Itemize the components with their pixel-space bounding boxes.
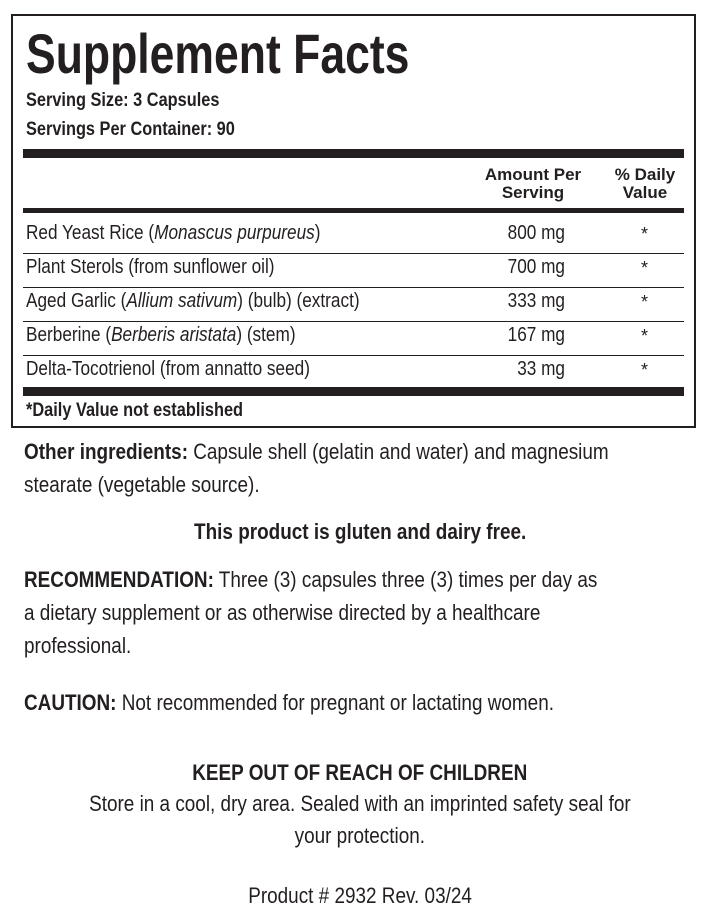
panel-title: Supplement Facts: [26, 22, 410, 85]
ingredient-daily-value: *: [641, 224, 649, 244]
gluten-dairy-free-statement: This product is gluten and dairy free.: [193, 519, 527, 544]
other-ingredients: Other ingredients: Capsule shell (gelatin and water) and magnesium stearate (vegetable source).: [24, 439, 609, 497]
thick-divider-bottom: [23, 387, 684, 396]
serving-size: Serving Size: 3 Capsules: [26, 90, 220, 111]
amount-header-line1: Amount Per: [484, 165, 582, 184]
caution-label: CAUTION:: [24, 690, 117, 715]
medium-divider: [23, 208, 684, 213]
recommendation: RECOMMENDATION: Three (3) capsules three (3) times per day as a dietary supplement or as otherwise directed by a healthcare professional.: [24, 567, 598, 658]
ingredient-amount: 33 mg: [517, 358, 565, 380]
storage-instructions: Store in a cool, dry area. Sealed with an imprinted safety seal for your protection.: [89, 791, 631, 848]
ingredient-name: Plant Sterols (from sunflower oil): [26, 256, 275, 278]
ingredient-amount: 167 mg: [507, 324, 565, 346]
supplement-facts-panel: [11, 14, 696, 428]
product-number: Product # 2932 Rev. 03/24: [248, 883, 472, 908]
row-divider: [23, 287, 684, 288]
ingredient-name: Berberine (Berberis aristata) (stem): [26, 324, 296, 346]
ingredient-name: Delta-Tocotrienol (from annatto seed): [26, 358, 310, 380]
dv-header-line1: % Daily: [614, 165, 676, 184]
ingredient-name: Aged Garlic (Allium sativum) (bulb) (extract): [26, 290, 360, 312]
keep-out-warning: KEEP OUT OF REACH OF CHILDREN: [192, 760, 528, 785]
row-divider: [23, 355, 684, 356]
servings-per-container: Servings Per Container: 90: [26, 119, 235, 140]
ingredient-amount: 700 mg: [507, 256, 565, 278]
ingredient-daily-value: *: [641, 292, 649, 312]
daily-value-header: [605, 166, 685, 202]
amount-per-serving-header: [478, 166, 588, 202]
ingredient-daily-value: *: [641, 360, 649, 380]
amount-header-line2: Serving: [501, 183, 565, 202]
row-divider: [23, 321, 684, 322]
other-ingredients-label: Other ingredients:: [24, 439, 188, 464]
daily-value-footnote: *Daily Value not established: [26, 400, 244, 421]
caution: CAUTION: Not recommended for pregnant or lactating women.: [24, 690, 554, 715]
thick-divider-top: [23, 149, 684, 158]
ingredient-daily-value: *: [641, 326, 649, 346]
ingredient-name: Red Yeast Rice (Monascus purpureus): [26, 222, 321, 244]
dv-header-line2: Value: [622, 183, 668, 202]
row-divider: [23, 253, 684, 254]
ingredient-daily-value: *: [641, 258, 649, 278]
ingredient-amount: 800 mg: [507, 222, 565, 244]
ingredient-amount: 333 mg: [507, 290, 565, 312]
recommendation-label: RECOMMENDATION:: [24, 567, 214, 592]
